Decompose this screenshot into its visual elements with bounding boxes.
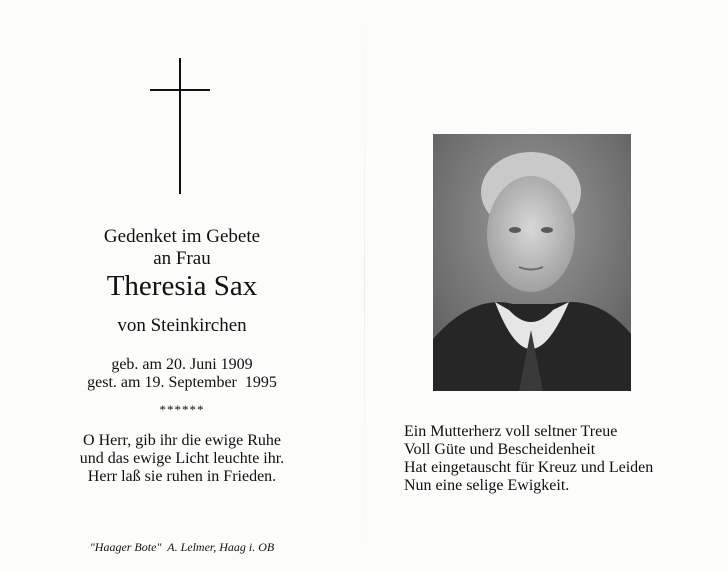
life-dates <box>0 356 364 392</box>
greeting-line: Gedenket im Gebete <box>103 226 261 247</box>
prayer-line: und das ewige Licht leuchte ihr. <box>79 450 285 467</box>
origin: von Steinkirchen <box>117 315 247 336</box>
prayer <box>0 432 364 486</box>
verse <box>404 423 704 495</box>
birth-date: geb. am 20. Juni 1909 <box>111 356 253 373</box>
greeting-line: an Frau <box>153 248 211 269</box>
verse-line: Voll Güte und Bescheidenheit <box>404 441 596 458</box>
prayer-line: O Herr, gib ihr die ewige Ruhe <box>83 432 281 449</box>
greeting <box>0 226 364 270</box>
portrait-photo <box>433 134 631 391</box>
separator: ****** <box>159 402 205 417</box>
portrait-image <box>433 134 631 391</box>
verse-line: Ein Mutterherz voll seltner Treue <box>404 423 618 440</box>
verse-line: Hat eingetauscht für Kreuz und Leiden <box>404 459 654 476</box>
cross-icon <box>150 58 210 194</box>
printer-credit: "Haager Bote" A. Lelmer, Haag i. OB <box>89 540 275 554</box>
verse-line: Nun eine selige Ewigkeit. <box>404 477 570 494</box>
death-date: gest. am 19. September 1995 <box>87 374 277 391</box>
card-fold <box>364 0 365 572</box>
prayer-line: Herr laß sie ruhen in Frieden. <box>87 468 277 485</box>
deceased-name: Theresia Sax <box>106 270 258 302</box>
